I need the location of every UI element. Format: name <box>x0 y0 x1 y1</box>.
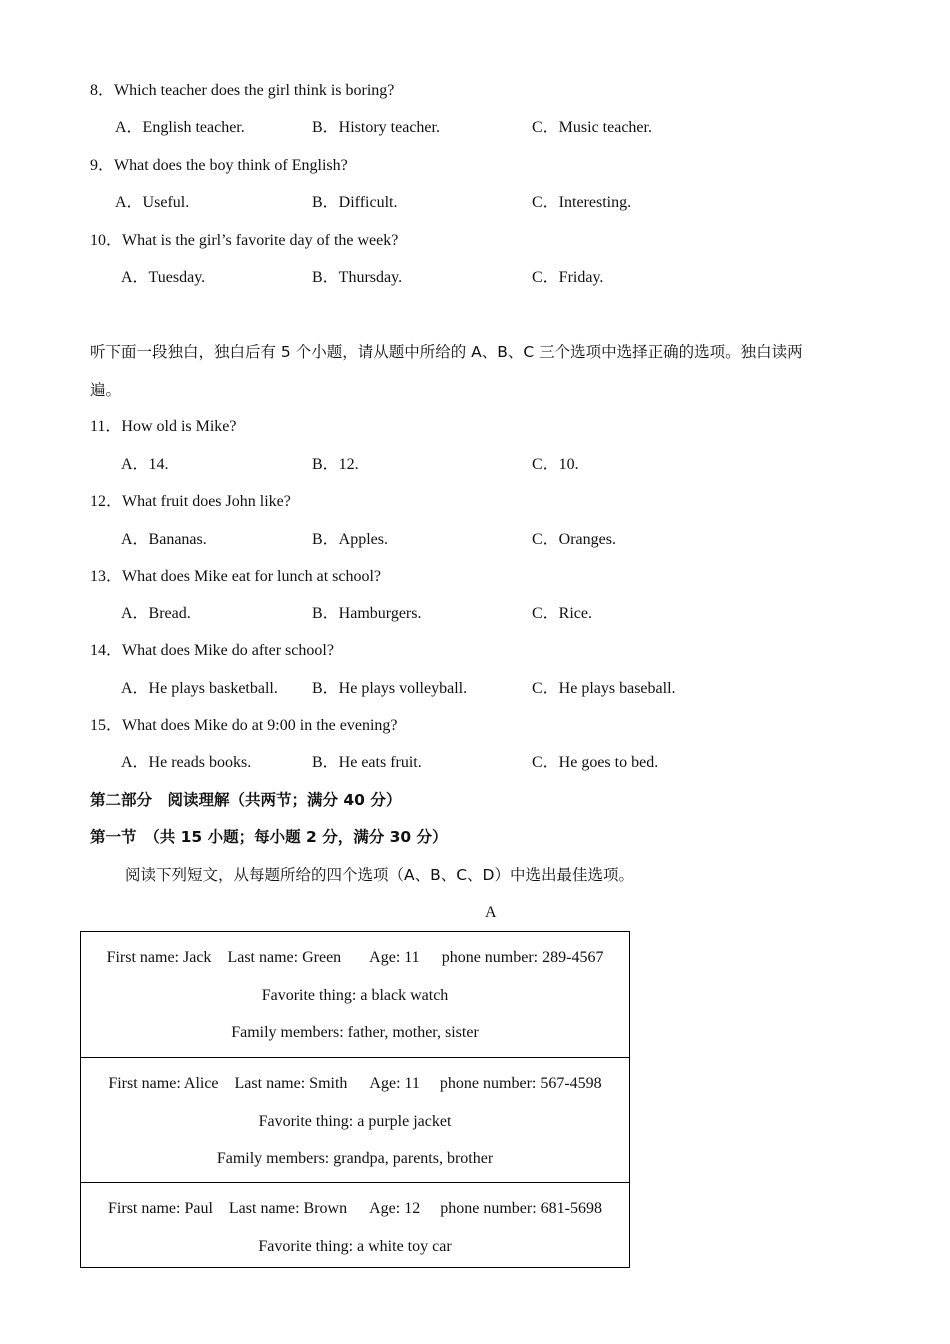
part2-heading: 第二部分 阅读理解（共两节；满分 40 分） <box>90 791 402 809</box>
option-15-a: A．He reads books. <box>121 754 252 771</box>
last-name: Last name: Brown <box>228 1200 348 1217</box>
question-12: 12．What fruit does John like? <box>90 493 291 510</box>
option-13-b: B．Hamburgers. <box>312 605 422 622</box>
section1-heading: 第一节 （共 15 小题；每小题 2 分，满分 30 分） <box>90 828 448 846</box>
favorite-thing: Favorite thing: a white toy car <box>258 1237 452 1255</box>
question-11: 11．How old is Mike? <box>90 418 237 435</box>
phone-number: phone number: 289-4567 <box>441 949 604 966</box>
option-9-a: A．Useful. <box>115 194 190 211</box>
question-13: 13．What does Mike eat for lunch at school? <box>90 568 382 585</box>
option-12-a: A．Bananas. <box>121 531 207 548</box>
age: Age: 11 <box>369 1075 420 1092</box>
monologue-instruction-line2: 遍。 <box>90 381 122 399</box>
first-name: First name: Jack <box>106 949 212 966</box>
row-1-line1 <box>81 939 629 977</box>
option-14-b: B．He plays volleyball. <box>312 680 468 697</box>
last-name: Last name: Smith <box>234 1075 348 1092</box>
question-10: 10．What is the girl’s favorite day of the week? <box>90 232 399 249</box>
option-13-c: C．Rice. <box>532 605 592 622</box>
first-name: First name: Paul <box>108 1200 213 1217</box>
info-table <box>80 931 630 1268</box>
table-row <box>81 1182 629 1267</box>
reading-instruction: 阅读下列短文，从每题所给的四个选项（A、B、C、D）中选出最佳选项。 <box>125 866 634 884</box>
family-members: Family members: grandpa, parents, brother <box>216 1150 494 1167</box>
option-13-a: A．Bread. <box>121 605 191 622</box>
option-15-b: B．He eats fruit. <box>312 754 422 771</box>
option-15-c: C．He goes to bed. <box>532 754 659 771</box>
option-12-c: C．Oranges. <box>532 531 616 548</box>
option-8-c: C．Music teacher. <box>532 119 652 136</box>
phone-number: phone number: 681-5698 <box>440 1200 602 1217</box>
option-8-b: B．History teacher. <box>312 119 440 136</box>
option-14-a: A．He plays basketball. <box>121 680 278 697</box>
option-9-c: C．Interesting. <box>532 194 632 211</box>
table-row <box>81 1057 629 1182</box>
passage-label: A <box>485 904 497 921</box>
family-members: Family members: father, mother, sister <box>231 1024 479 1041</box>
option-12-b: B．Apples. <box>312 531 389 548</box>
question-15: 15．What does Mike do at 9:00 in the evening? <box>90 717 398 734</box>
last-name: Last name: Green <box>227 949 342 966</box>
favorite-thing: Favorite thing: a purple jacket <box>258 1112 452 1130</box>
age: Age: 11 <box>369 949 420 966</box>
question-8: 8．Which teacher does the girl think is boring? <box>90 82 395 99</box>
option-10-a: A．Tuesday. <box>121 269 206 286</box>
question-14: 14．What does Mike do after school? <box>90 642 334 659</box>
option-10-c: C．Friday. <box>532 269 604 286</box>
option-9-b: B．Difficult. <box>312 194 398 211</box>
first-name: First name: Alice <box>108 1075 219 1092</box>
option-14-c: C．He plays baseball. <box>532 680 676 697</box>
option-11-c: C．10. <box>532 456 579 473</box>
option-11-a: A．14. <box>121 456 169 473</box>
option-10-b: B．Thursday. <box>312 269 403 286</box>
row-3-line1 <box>81 1190 629 1228</box>
option-8-a: A．English teacher. <box>115 119 245 136</box>
table-row <box>81 932 629 1057</box>
phone-number: phone number: 567-4598 <box>439 1075 602 1092</box>
monologue-instruction-line1: 听下面一段独白，独白后有 5 个小题，请从题中所给的 A、B、C 三个选项中选择正确的选项。独白读两 <box>90 343 803 361</box>
row-2-line1 <box>81 1065 629 1103</box>
option-11-b: B．12. <box>312 456 359 473</box>
age: Age: 12 <box>369 1200 421 1217</box>
question-9: 9．What does the boy think of English? <box>90 157 348 174</box>
favorite-thing: Favorite thing: a black watch <box>261 986 449 1004</box>
